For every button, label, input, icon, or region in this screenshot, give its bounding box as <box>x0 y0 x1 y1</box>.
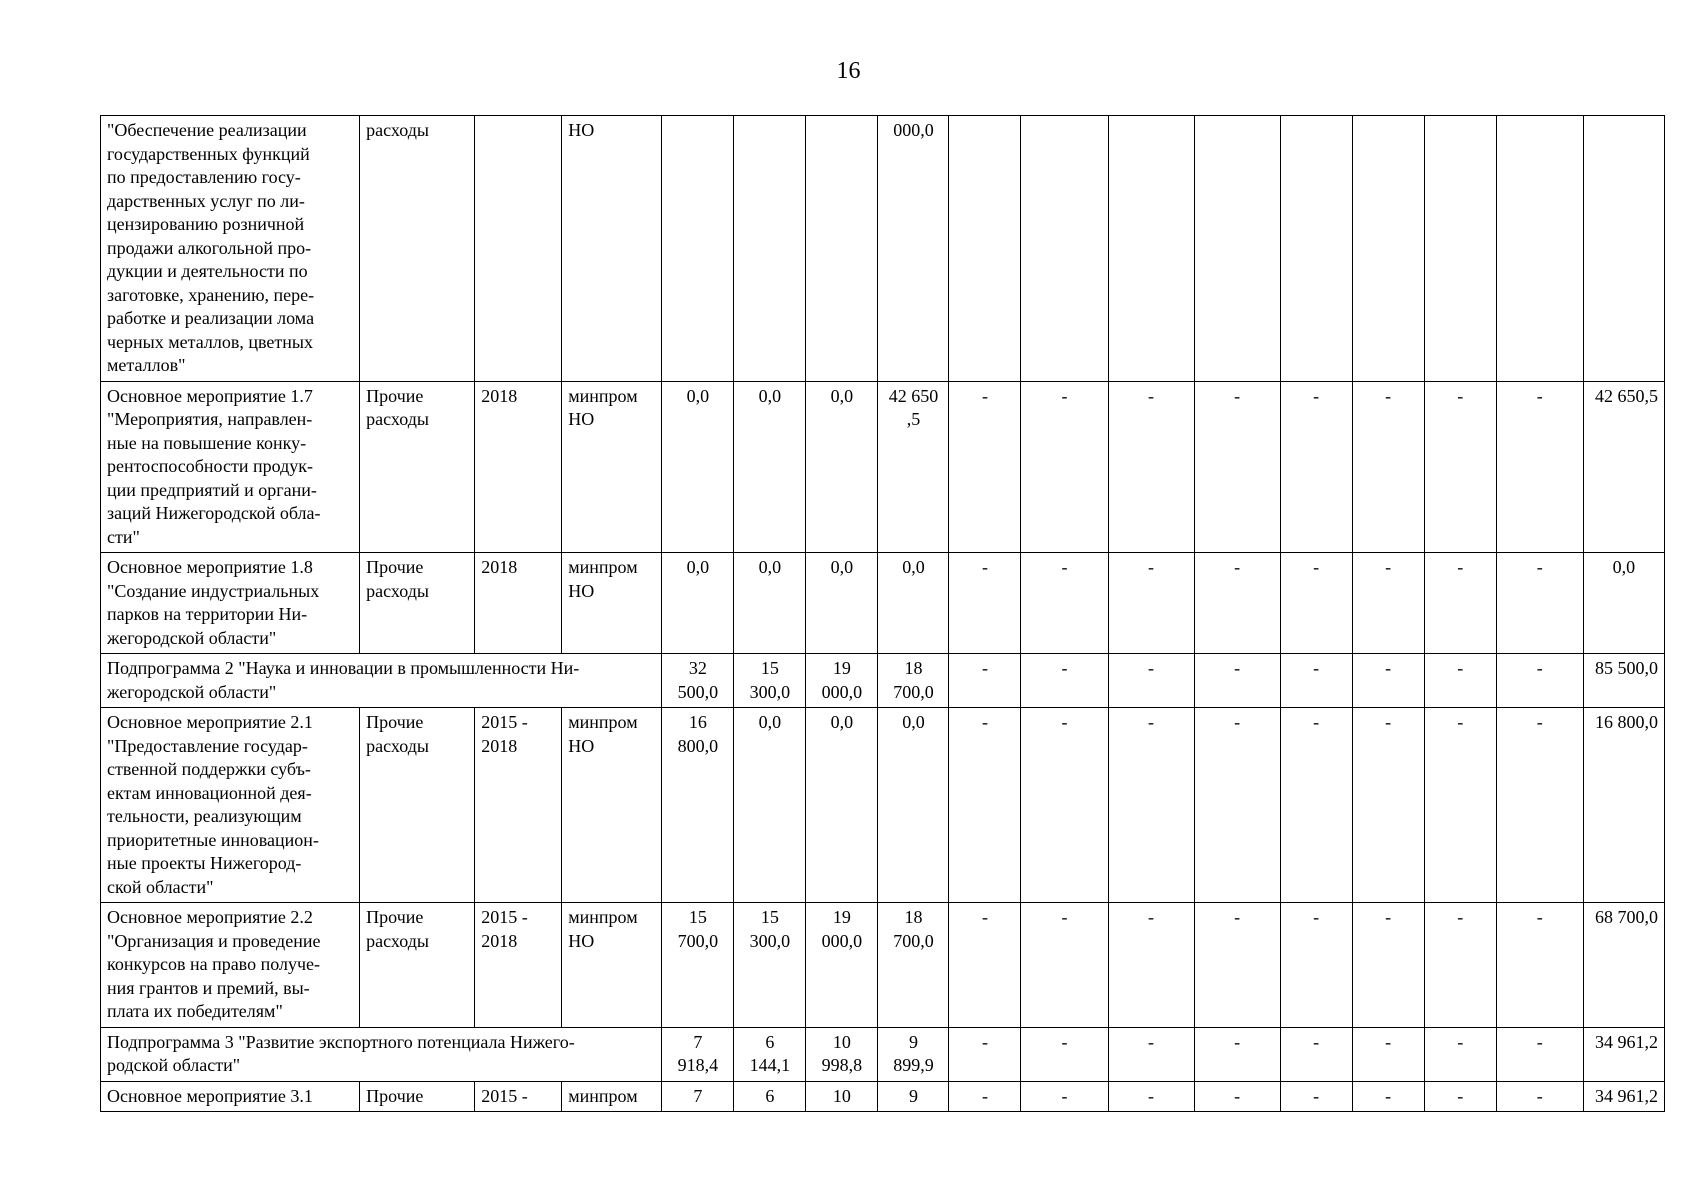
dash-cell: - <box>1352 1081 1424 1112</box>
total-value <box>1583 116 1664 382</box>
value-4: 000,0 <box>878 116 949 382</box>
value-3: 0,0 <box>806 708 878 903</box>
dash-cell: - <box>1352 381 1424 553</box>
dash-cell: - <box>1194 903 1280 1028</box>
dash-cell: - <box>1424 1027 1496 1081</box>
dash-cell: - <box>1424 903 1496 1028</box>
executor: минпром НО <box>562 381 662 553</box>
dash-cell: - <box>949 654 1021 708</box>
value-2: 0,0 <box>734 708 806 903</box>
value-1: 0,0 <box>662 381 734 553</box>
activity-name: Основное мероприятие 1.8 "Создание индустриальных парков на территории Ни- жегородской области" <box>101 553 360 654</box>
dash-cell: - <box>949 708 1021 903</box>
dash-cell: - <box>1496 654 1583 708</box>
subprogram-row <box>101 654 1665 708</box>
dash-cell: - <box>1280 1027 1352 1081</box>
value-2: 6 144,1 <box>734 1027 806 1081</box>
value-1: 32 500,0 <box>662 654 734 708</box>
dash-cell: - <box>1021 1081 1108 1112</box>
executor: НО <box>562 116 662 382</box>
value-3: 19 000,0 <box>806 654 878 708</box>
dash-cell: - <box>1496 1027 1583 1081</box>
dash-cell: - <box>1280 708 1352 903</box>
table-row <box>101 116 1665 382</box>
activity-name: "Обеспечение реализации государственных функций по предоставлению госу- дарственных услуг по ли- цензированию розничной продажи алкогольной про- дукции и деятельности по заготовке, хранению, пере- работке и реализации лома черных металлов, цветных металлов" <box>101 116 360 382</box>
total-value: 16 800,0 <box>1583 708 1664 903</box>
dash-cell: - <box>1108 1027 1194 1081</box>
dash-cell: - <box>949 1081 1021 1112</box>
executor: минпром НО <box>562 553 662 654</box>
value-1: 7 <box>662 1081 734 1112</box>
dash-cell: - <box>1194 381 1280 553</box>
period: 2015 - 2018 <box>475 903 562 1028</box>
total-value: 68 700,0 <box>1583 903 1664 1028</box>
activity-name: Основное мероприятие 1.7 "Мероприятия, направлен- ные на повышение конку- рентоспособности продук- ции предприятий и органи- заций Нижегородской обла- сти" <box>101 381 360 553</box>
executor: минпром НО <box>562 708 662 903</box>
executor: минпром <box>562 1081 662 1112</box>
budget-table <box>100 115 1665 1112</box>
dash-cell: - <box>1424 708 1496 903</box>
expense-type: Прочие расходы <box>360 903 475 1028</box>
dash-cell: - <box>949 1027 1021 1081</box>
value-3: 0,0 <box>806 381 878 553</box>
dash-cell: - <box>1108 553 1194 654</box>
value-4: 9 <box>878 1081 949 1112</box>
dash-cell: - <box>1496 1081 1583 1112</box>
expense-type: Прочие <box>360 1081 475 1112</box>
dash-cell: - <box>1352 553 1424 654</box>
value-4: 18 700,0 <box>878 654 949 708</box>
subprogram-title: Подпрограмма 3 "Развитие экспортного потенциала Нижего- родской области" <box>101 1027 662 1081</box>
dash-cell: - <box>1352 654 1424 708</box>
value-3: 0,0 <box>806 553 878 654</box>
dash-cell: - <box>1424 381 1496 553</box>
total-value: 85 500,0 <box>1583 654 1664 708</box>
total-value: 34 961,2 <box>1583 1027 1664 1081</box>
value-2: 15 300,0 <box>734 903 806 1028</box>
dash-cell: - <box>1021 553 1108 654</box>
dash-cell: - <box>1280 654 1352 708</box>
value-3: 19 000,0 <box>806 903 878 1028</box>
dash-cell: - <box>1280 553 1352 654</box>
dash-cell <box>1496 116 1583 382</box>
dash-cell <box>949 116 1021 382</box>
expense-type: Прочие расходы <box>360 553 475 654</box>
period: 2018 <box>475 553 562 654</box>
activity-name: Основное мероприятие 2.1 "Предоставление государ- ственной поддержки субъ- ектам инновационной дея- тельности, реализующим приоритетные инновацион- ные проекты Нижегород- ской области" <box>101 708 360 903</box>
dash-cell: - <box>1424 1081 1496 1112</box>
activity-name: Основное мероприятие 3.1 <box>101 1081 360 1112</box>
dash-cell: - <box>1496 903 1583 1028</box>
expense-type: Прочие расходы <box>360 381 475 553</box>
value-1: 7 918,4 <box>662 1027 734 1081</box>
dash-cell: - <box>1108 381 1194 553</box>
dash-cell: - <box>1280 381 1352 553</box>
value-1: 15 700,0 <box>662 903 734 1028</box>
dash-cell: - <box>1194 1081 1280 1112</box>
period: 2018 <box>475 381 562 553</box>
dash-cell: - <box>949 381 1021 553</box>
value-2: 0,0 <box>734 553 806 654</box>
dash-cell: - <box>1496 553 1583 654</box>
dash-cell: - <box>1021 654 1108 708</box>
dash-cell: - <box>1108 708 1194 903</box>
table-row <box>101 1081 1665 1112</box>
dash-cell: - <box>1021 903 1108 1028</box>
expense-type: расходы <box>360 116 475 382</box>
value-1 <box>662 116 734 382</box>
dash-cell: - <box>1194 1027 1280 1081</box>
dash-cell: - <box>1021 708 1108 903</box>
value-3: 10 <box>806 1081 878 1112</box>
dash-cell: - <box>1352 903 1424 1028</box>
page-number: 16 <box>836 58 861 84</box>
value-3: 10 998,8 <box>806 1027 878 1081</box>
total-value: 42 650,5 <box>1583 381 1664 553</box>
dash-cell: - <box>1108 1081 1194 1112</box>
dash-cell <box>1108 116 1194 382</box>
value-1: 16 800,0 <box>662 708 734 903</box>
value-1: 0,0 <box>662 553 734 654</box>
dash-cell: - <box>1194 708 1280 903</box>
dash-cell: - <box>1424 553 1496 654</box>
value-2: 15 300,0 <box>734 654 806 708</box>
dash-cell: - <box>1021 1027 1108 1081</box>
dash-cell <box>1424 116 1496 382</box>
dash-cell: - <box>1352 708 1424 903</box>
value-4: 0,0 <box>878 553 949 654</box>
dash-cell: - <box>1194 553 1280 654</box>
table-row <box>101 708 1665 903</box>
dash-cell <box>1021 116 1108 382</box>
value-4: 0,0 <box>878 708 949 903</box>
total-value: 0,0 <box>1583 553 1664 654</box>
value-3 <box>806 116 878 382</box>
value-2: 6 <box>734 1081 806 1112</box>
activity-name: Основное мероприятие 2.2 "Организация и проведение конкурсов на право получе- ния грантов и премий, вы- плата их победителям" <box>101 903 360 1028</box>
dash-cell: - <box>949 903 1021 1028</box>
table-row <box>101 381 1665 553</box>
dash-cell: - <box>1108 654 1194 708</box>
dash-cell: - <box>949 553 1021 654</box>
dash-cell: - <box>1194 654 1280 708</box>
dash-cell: - <box>1280 1081 1352 1112</box>
dash-cell: - <box>1352 1027 1424 1081</box>
dash-cell: - <box>1280 903 1352 1028</box>
dash-cell: - <box>1108 903 1194 1028</box>
dash-cell <box>1194 116 1280 382</box>
value-2 <box>734 116 806 382</box>
value-2: 0,0 <box>734 381 806 553</box>
dash-cell <box>1280 116 1352 382</box>
total-value: 34 961,2 <box>1583 1081 1664 1112</box>
expense-type: Прочие расходы <box>360 708 475 903</box>
period: 2015 - 2018 <box>475 708 562 903</box>
period <box>475 116 562 382</box>
dash-cell: - <box>1021 381 1108 553</box>
table-row <box>101 553 1665 654</box>
subprogram-title: Подпрограмма 2 "Наука и инновации в промышленности Ни- жегородской области" <box>101 654 662 708</box>
dash-cell: - <box>1496 381 1583 553</box>
period: 2015 - <box>475 1081 562 1112</box>
value-4: 42 650 ,5 <box>878 381 949 553</box>
table-row <box>101 903 1665 1028</box>
dash-cell: - <box>1496 708 1583 903</box>
value-4: 18 700,0 <box>878 903 949 1028</box>
executor: минпром НО <box>562 903 662 1028</box>
value-4: 9 899,9 <box>878 1027 949 1081</box>
dash-cell <box>1352 116 1424 382</box>
subprogram-row <box>101 1027 1665 1081</box>
dash-cell: - <box>1424 654 1496 708</box>
